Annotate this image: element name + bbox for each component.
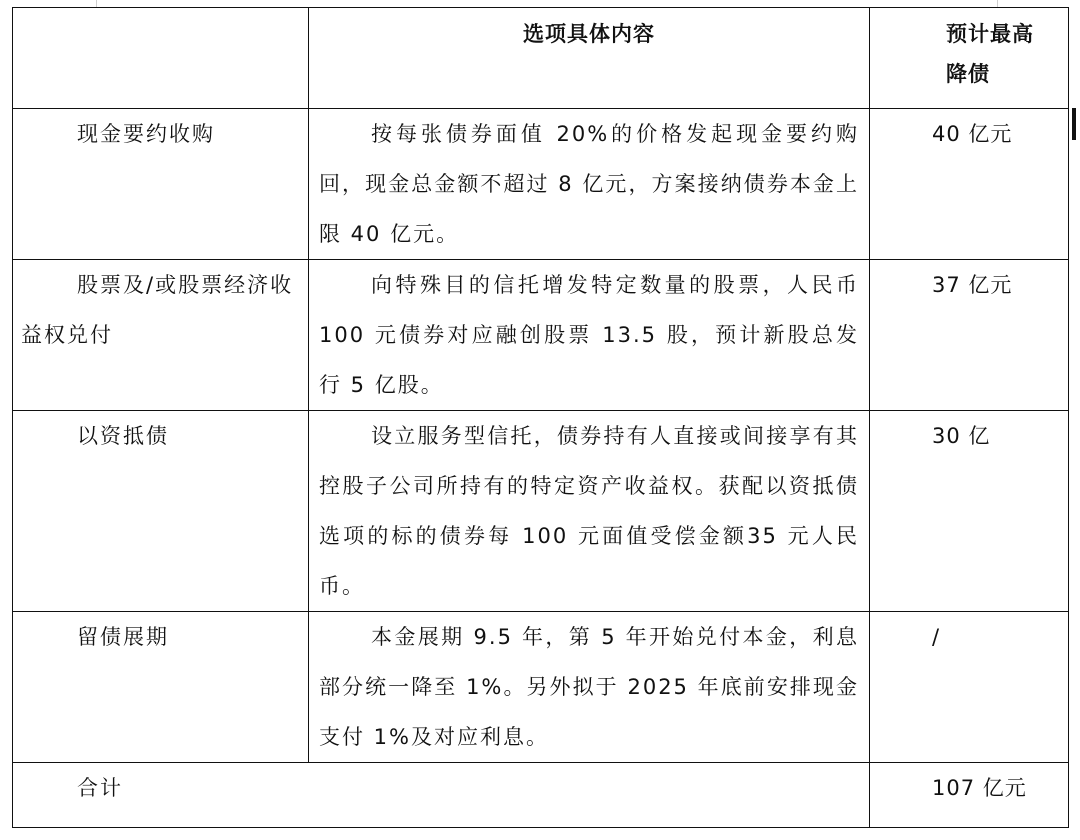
total-label-cell xyxy=(13,763,870,828)
content-cell xyxy=(309,612,870,763)
option-content: 向特殊目的信托增发特定数量的股票，人民币 100 元债券对应融创股票 13.5 股，预计新股总发行 5 亿股。 xyxy=(319,273,859,397)
table-total-row xyxy=(13,763,1069,828)
option-name: 留债展期 xyxy=(77,625,169,649)
content-cell xyxy=(309,260,870,411)
option-cell xyxy=(13,612,309,763)
option-cell xyxy=(13,411,309,612)
header-amount-line2: 降债 xyxy=(946,62,990,86)
header-content-label: 选项具体内容 xyxy=(523,22,655,46)
amount-cell xyxy=(870,612,1069,763)
reduction-amount: / xyxy=(932,625,941,649)
table-row xyxy=(13,411,1069,612)
total-amount-cell xyxy=(870,763,1069,828)
content-cell xyxy=(309,411,870,612)
total-amount: 107 亿元 xyxy=(932,776,1027,800)
amount-cell xyxy=(870,109,1069,260)
table-header-row xyxy=(13,8,1069,109)
option-content: 本金展期 9.5 年，第 5 年开始兑付本金，利息部分统一降至 1%。另外拟于 2025 年底前安排现金支付 1%及对应利息。 xyxy=(319,625,859,749)
table-row xyxy=(13,260,1069,411)
header-amount-line1: 预计最高 xyxy=(946,22,1034,46)
header-cell-option xyxy=(13,8,309,109)
option-content: 按每张债券面值 20%的价格发起现金要约购回，现金总金额不超过 8 亿元，方案接纳债券本金上限 40 亿元。 xyxy=(319,122,859,246)
option-cell xyxy=(13,109,309,260)
content-cell xyxy=(309,109,870,260)
reduction-amount: 40 亿元 xyxy=(932,122,1013,146)
reduction-amount: 37 亿元 xyxy=(932,273,1013,297)
text-cursor-mark xyxy=(1072,108,1076,140)
table-row xyxy=(13,109,1069,260)
option-name: 股票及/或股票经济收益权兑付 xyxy=(21,273,294,347)
option-cell xyxy=(13,260,309,411)
total-label: 合计 xyxy=(77,776,123,800)
table-row xyxy=(13,612,1069,763)
header-cell-amount xyxy=(870,8,1069,109)
option-content: 设立服务型信托，债券持有人直接或间接享有其控股子公司所持有的特定资产收益权。获配以资抵债选项的标的债券每 100 元面值受偿金额35 元人民币。 xyxy=(319,424,859,598)
amount-cell xyxy=(870,260,1069,411)
reduction-amount: 30 亿 xyxy=(932,424,991,448)
header-cell-content xyxy=(309,8,870,109)
option-name: 以资抵债 xyxy=(77,424,169,448)
amount-cell xyxy=(870,411,1069,612)
debt-restructuring-table xyxy=(12,7,1069,828)
option-name: 现金要约收购 xyxy=(77,122,215,146)
